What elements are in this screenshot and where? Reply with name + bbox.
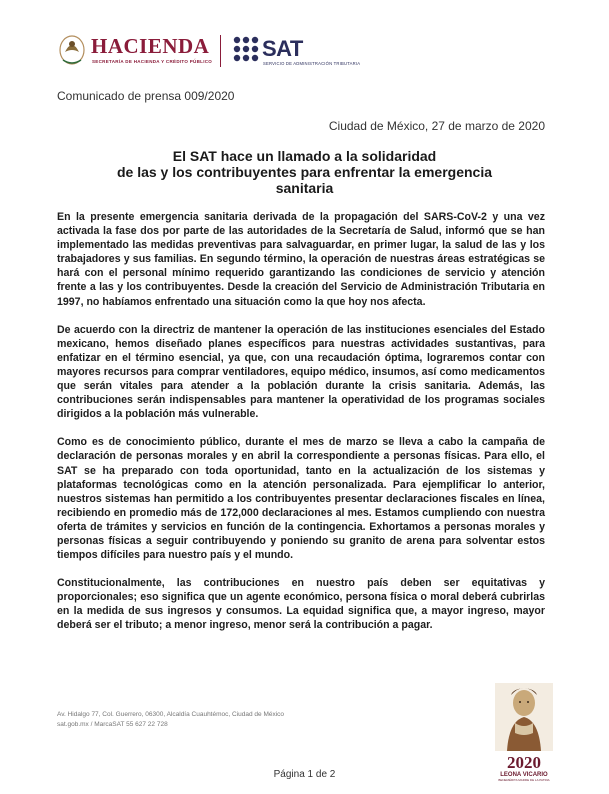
page-number: Página 1 de 2 [273,769,336,780]
leona-tagline: BENEMÉRITA MADRE DE LA PATRIA [498,778,550,782]
document-title [80,148,529,196]
footer-address [57,710,284,730]
letterhead [57,28,361,80]
title-line: El SAT hace un llamado a la solidaridad [172,148,437,164]
body-paragraph: En la presente emergencia sanitaria derivada de la propagación del SARS-CoV-2 y una vez activada la fase dos por parte de las autoridades de la Secretaría de Salud, informó que se han implementado las medidas preventivas para salvaguardar, en primer lugar, la salud de las y los trabajadores y sus familias. En segundo término, la operación de nuestras áreas estratégicas se hará con el personal mínimo requerido garantizando las condiciones de servicio y atención frente a las y los contribuyentes. Desde la creación del Servicio de Administración Tributaria en 1997, no habíamos enfrentado una situación como la que hoy nos afecta. [57,211,545,308]
date-line: Ciudad de México, 27 de marzo de 2020 [328,119,545,133]
body-paragraph: Constitucionalmente, las contribuciones en nuestro país deben ser equitativas y proporcionales; eso significa que un agente económico, persona física o moral deberá cubrirlas en la medida de sus ingresos y consumos. La equidad significa que, a mayor ingreso, mayor deberá ser el tributo; a menor ingreso, menor será la contribución a pagar. [57,577,545,632]
hacienda-logo-subtitle: SECRETARÍA DE HACIENDA Y CRÉDITO PÚBLICO [92,59,213,64]
body-paragraph: De acuerdo con la directriz de mantener la operación de las instituciones esenciales del Estado mexicano, hemos diseñado planes específicos para nuestras actividades sustantivas, para enfatizar en el término esencial, ya que, con una recaudación óptima, lograremos contar con mayores recursos para comprar ventiladores, equipo médico, insumos, así como medicamentos que serán vitales para atender a la población durante la crisis sanitaria. Además, las contribuciones serán indispensables para mantener la operatividad de los programas sociales dirigidos a la población más vulnerable. [57,323,545,421]
sat-logo-subtitle: SERVICIO DE ADMINISTRACIÓN TRIBUTARIA [263,61,361,66]
title-line: sanitaria [275,180,334,196]
title-line: de las y los contribuyentes para enfrentar la emergencia [116,164,493,180]
leona-year: 2020 [507,753,541,772]
mexican-coat-of-arms-icon [57,30,87,68]
body-paragraph: Como es de conocimiento público, durante el mes de marzo se lleva a cabo la campaña de declaración de personas morales y en abril la correspondiente a personas físicas. Para ello, el SAT se ha preparado con toda oportunidad, tanto en la actualización de los sistemas y plataformas tecnológicas como en la atención personalizada. Para ejemplificar lo anterior, nuestros sistemas han permitido a los contribuyentes presentar declaraciones fiscales en línea, recibiendo en promedio más de 172,000 declaraciones al mes. Estamos cumpliendo con nuestra oferta de trámites y servicios en función de la contingencia. Exhortamos a personas morales y personas físicas a seguir contribuyendo y poniendo su granito de arena para solventar estos tiempos difíciles para nuestro país y el mundo. [57,436,545,562]
hacienda-logo-title: HACIENDA [91,34,210,58]
address-line: sat.gob.mx / MarcaSAT 55 627 22 728 [57,721,168,728]
sat-logo-title: SAT [262,36,303,61]
leona-vicario-portrait-logo [489,683,559,783]
address-line: Av. Hidalgo 77, Col. Guerrero, 06300, Alcaldía Cuauhtémoc, Ciudad de México [57,711,285,718]
letterhead-divider [220,35,221,67]
press-release-number: Comunicado de prensa 009/2020 [57,89,235,103]
document-body [57,210,545,647]
sat-dots-icon [232,35,260,63]
leona-name: LEONA VICARIO [500,772,548,778]
